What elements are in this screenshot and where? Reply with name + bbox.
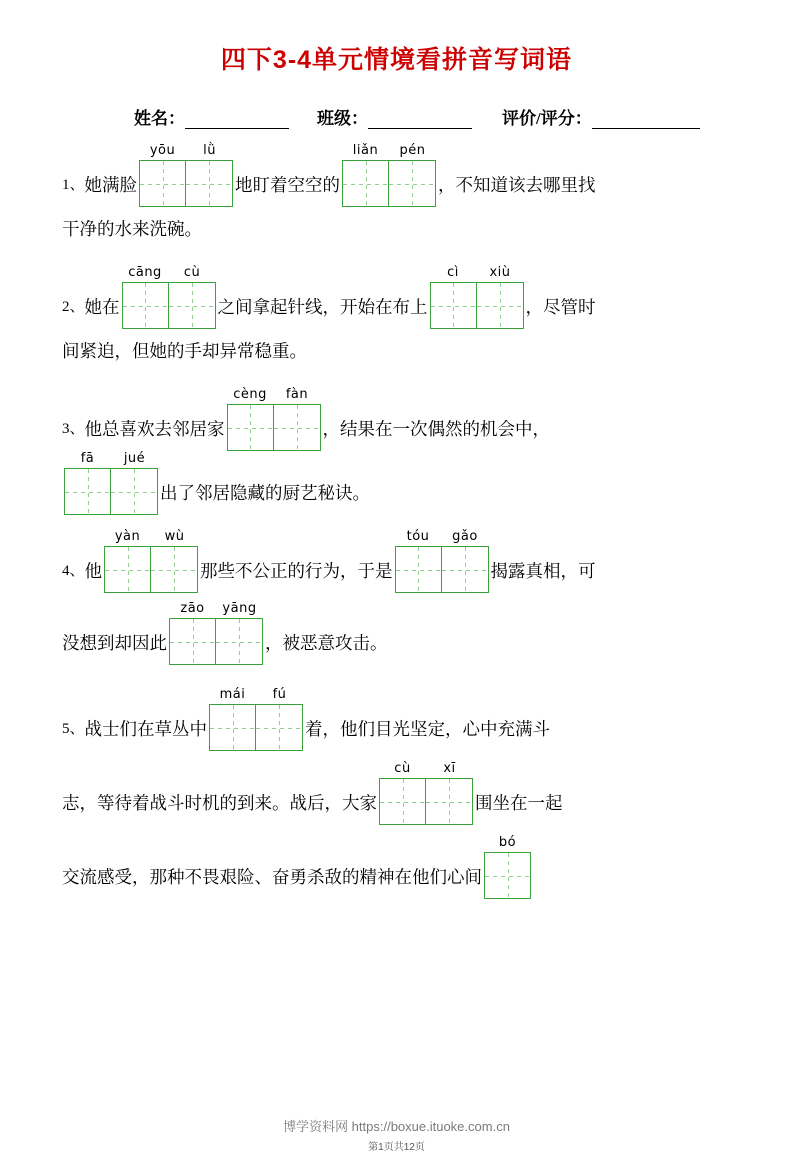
question-5-number: 5、 xyxy=(62,721,85,737)
writing-grid[interactable] xyxy=(484,852,531,899)
pinyin: cù xyxy=(183,265,201,280)
page-title: 四下3-4单元情境看拼音写词语 xyxy=(220,46,573,74)
grid-cell[interactable] xyxy=(342,160,389,207)
grid-cell[interactable] xyxy=(426,778,473,825)
q3-text-2: ，结果在一次偶然的机会中， xyxy=(322,419,551,439)
q1-grid-2-pinyin xyxy=(342,143,436,160)
question-2-line-1 xyxy=(62,265,731,329)
pinyin: jué xyxy=(123,451,146,466)
writing-grid[interactable] xyxy=(395,546,489,593)
q1-grid-2[interactable] xyxy=(342,143,436,207)
pinyin: bó xyxy=(498,835,517,850)
pinyin: gǎo xyxy=(452,529,478,544)
q3-text-3: 出了邻居隐藏的厨艺秘诀。 xyxy=(160,483,370,503)
writing-grid[interactable] xyxy=(342,160,436,207)
page-number: 第1页共12页 xyxy=(368,1142,425,1153)
score-field xyxy=(502,104,700,129)
question-4 xyxy=(62,529,731,665)
name-label: 姓名： xyxy=(134,109,185,128)
q2-grid-2[interactable] xyxy=(430,265,524,329)
grid-cell[interactable] xyxy=(274,404,321,451)
pinyin: zāo xyxy=(180,601,205,616)
pinyin: xī xyxy=(443,761,456,776)
pinyin: mái xyxy=(219,687,246,702)
name-blank[interactable] xyxy=(185,113,289,129)
q4-text-5: ，被恶意攻击。 xyxy=(265,633,388,653)
pinyin: xiù xyxy=(489,265,511,280)
q4-grid-2[interactable] xyxy=(395,529,489,593)
question-1-number: 1、 xyxy=(62,177,85,193)
pinyin: cāng xyxy=(128,265,162,280)
question-2 xyxy=(62,265,731,373)
question-4-number: 4、 xyxy=(62,563,85,579)
q1-grid-1[interactable] xyxy=(139,143,233,207)
pinyin: wù xyxy=(164,529,185,544)
name-field xyxy=(134,104,289,129)
writing-grid[interactable] xyxy=(209,704,303,751)
q2-text-1: 她在 xyxy=(84,297,120,317)
question-1-line-2 xyxy=(62,207,731,251)
q5-grid-3-pinyin xyxy=(484,835,531,852)
pinyin: yàn xyxy=(114,529,141,544)
q5-text-1: 战士们在草丛中 xyxy=(84,719,208,739)
grid-cell[interactable] xyxy=(151,546,198,593)
grid-cell[interactable] xyxy=(122,282,169,329)
writing-grid[interactable] xyxy=(104,546,198,593)
writing-grid[interactable] xyxy=(169,618,263,665)
pinyin: cèng xyxy=(233,387,267,402)
q1-grid-1-pinyin xyxy=(139,143,233,160)
q5-text-4: 围坐在一起 xyxy=(475,793,563,813)
q3-grid-2-pinyin xyxy=(64,451,158,468)
question-4-line-2 xyxy=(62,601,731,665)
grid-cell[interactable] xyxy=(64,468,111,515)
question-5-line-1 xyxy=(62,687,731,751)
writing-grid[interactable] xyxy=(139,160,233,207)
grid-cell[interactable] xyxy=(256,704,303,751)
writing-grid[interactable] xyxy=(430,282,524,329)
q5-grid-2[interactable] xyxy=(379,761,473,825)
pinyin: lǜ xyxy=(203,143,216,158)
q4-grid-3-pinyin xyxy=(169,601,263,618)
question-3-number: 3、 xyxy=(62,421,85,437)
grid-cell[interactable] xyxy=(169,618,216,665)
score-blank[interactable] xyxy=(592,113,700,129)
question-3-line-1 xyxy=(62,387,731,451)
score-label: 评价/评分： xyxy=(502,109,592,128)
q4-grid-2-pinyin xyxy=(395,529,489,546)
q5-text-3: 志，等待着战斗时机的到来。战后，大家 xyxy=(62,793,377,813)
pinyin: tóu xyxy=(406,529,430,544)
question-3-line-2 xyxy=(62,451,731,515)
grid-cell[interactable] xyxy=(379,778,426,825)
grid-cell[interactable] xyxy=(430,282,477,329)
q1-text-2: 地盯着空空的 xyxy=(235,175,341,195)
grid-cell[interactable] xyxy=(104,546,151,593)
pinyin: cù xyxy=(394,761,411,776)
pinyin: fā xyxy=(80,451,95,466)
q4-text-4: 没想到却因此 xyxy=(62,633,167,653)
q5-grid-2-pinyin xyxy=(379,761,473,778)
pinyin: fú xyxy=(272,687,287,702)
q4-grid-1[interactable] xyxy=(104,529,198,593)
q4-text-1: 他 xyxy=(84,561,103,581)
grid-cell[interactable] xyxy=(477,282,524,329)
question-2-number: 2、 xyxy=(62,299,85,315)
student-info-row xyxy=(62,104,731,129)
grid-cell[interactable] xyxy=(216,618,263,665)
pinyin: fàn xyxy=(285,387,309,402)
question-4-line-1 xyxy=(62,529,731,593)
question-5-line-3 xyxy=(62,835,731,899)
q4-text-2: 那些不公正的行为，于是 xyxy=(200,561,393,581)
q2-text-2: 之间拿起针线，开始在布上 xyxy=(217,297,428,317)
q3-grid-1[interactable] xyxy=(227,387,321,451)
q4-text-3: 揭露真相，可 xyxy=(490,561,596,581)
grid-cell[interactable] xyxy=(389,160,436,207)
q1-text-3: ，不知道该去哪里找 xyxy=(438,175,596,195)
class-field xyxy=(317,104,472,129)
q3-grid-2[interactable] xyxy=(64,451,158,515)
q2-grid-1[interactable] xyxy=(122,265,216,329)
question-2-line-2 xyxy=(62,329,731,373)
q4-grid-1-pinyin xyxy=(104,529,198,546)
grid-cell[interactable] xyxy=(484,852,531,899)
writing-grid[interactable] xyxy=(227,404,321,451)
grid-cell[interactable] xyxy=(139,160,186,207)
q2-grid-2-pinyin xyxy=(430,265,524,282)
writing-grid[interactable] xyxy=(64,468,158,515)
grid-cell[interactable] xyxy=(442,546,489,593)
q2-grid-1-pinyin xyxy=(122,265,216,282)
q2-text-3: ，尽管时 xyxy=(525,297,596,317)
pinyin: yōu xyxy=(149,143,176,158)
class-blank[interactable] xyxy=(368,113,472,129)
q3-text-1: 他总喜欢去邻居家 xyxy=(84,419,225,439)
q3-grid-1-pinyin xyxy=(227,387,321,404)
grid-cell[interactable] xyxy=(111,468,158,515)
question-1 xyxy=(62,143,731,251)
q5-grid-1-pinyin xyxy=(209,687,303,704)
worksheet-page xyxy=(0,40,793,1162)
q4-grid-3[interactable] xyxy=(169,601,263,665)
grid-cell[interactable] xyxy=(227,404,274,451)
grid-cell[interactable] xyxy=(209,704,256,751)
q2-tail: 间紧迫，但她的手却异常稳重。 xyxy=(62,341,307,361)
pinyin: liǎn xyxy=(352,143,379,158)
pinyin: yāng xyxy=(222,601,257,616)
pinyin: pén xyxy=(399,143,426,158)
class-label: 班级： xyxy=(317,109,368,128)
grid-cell[interactable] xyxy=(395,546,442,593)
question-5 xyxy=(62,687,731,899)
q5-text-5: 交流感受，那种不畏艰险、奋勇杀敌的精神在他们心间 xyxy=(62,867,482,887)
question-3 xyxy=(62,387,731,515)
question-1-line-1 xyxy=(62,143,731,207)
q5-grid-3[interactable] xyxy=(484,835,531,899)
writing-grid[interactable] xyxy=(379,778,473,825)
q1-text-1: 她满脸 xyxy=(84,175,138,195)
q5-text-2: 着，他们目光坚定，心中充满斗 xyxy=(305,719,551,739)
q5-grid-1[interactable] xyxy=(209,687,303,751)
q1-tail: 干净的水来洗碗。 xyxy=(62,219,202,239)
watermark: 博学资料网 https://boxue.ituoke.com.cn xyxy=(283,1119,510,1134)
grid-cell[interactable] xyxy=(169,282,216,329)
question-5-line-2 xyxy=(62,761,731,825)
grid-cell[interactable] xyxy=(186,160,233,207)
writing-grid[interactable] xyxy=(122,282,216,329)
pinyin: cì xyxy=(447,265,459,280)
